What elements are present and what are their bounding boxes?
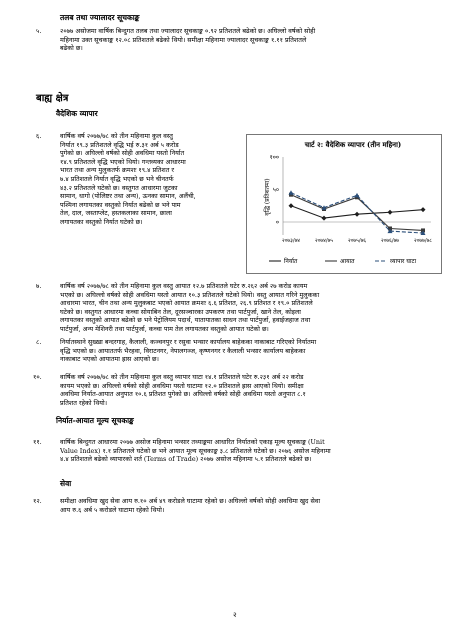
paragraph-line: २०७७ असोजमा वार्षिक बिन्दुगत तलब तथा ज्यालादर सूचकाङ्क ०.९२ प्रतिशतले बढेको छ। अघिल्लो वर्षको सोही (60, 27, 316, 35)
heading-wage-index: तलब तथा ज्यालादर सूचकाङ्क (60, 13, 140, 22)
y-tick-label: १०० (269, 154, 279, 161)
legend-label: व्यापार घाटा (390, 258, 417, 265)
paragraph-line: प्रतिशत रहेको थियो। (60, 398, 108, 407)
x-tick-label: २०७५/७६ (348, 238, 366, 244)
paragraph-line: ७.४ प्रतिशतले निर्यात वृद्धि भएको छ भने चीनतर्फ (60, 174, 174, 183)
paragraph-line: घटेको छ। वस्तुगत आधारमा कच्चा सोयाबिन तेल, दूरसञ्चारका उपकरण तथा पार्टपुर्जा, खाने तेल, कोइला (60, 307, 301, 316)
data-point (355, 193, 360, 198)
section-heading-external: बाह्य क्षेत्र (36, 93, 69, 104)
trade-chart-svg (247, 135, 441, 273)
legend-label: निर्यात (284, 258, 298, 265)
paragraph-line: निर्यात १९.३ प्रतिशतले वृद्धि भई रु.३१ अर्ब ५ करोड (60, 140, 179, 149)
item-number: ११. (33, 438, 42, 446)
item-number: १२. (33, 497, 42, 505)
paragraph-line: नाकाबाट भएको आयातमा ह्रास आएको छ। (60, 355, 159, 364)
page-number: २ (233, 611, 237, 619)
paragraph-line: वार्षिक बिन्दुगत आधारमा २०७७ असोज महिनामा भन्सार तथ्याङ्कमा आधारित निर्यातको एकाइ मूल्य सूचकाङ्क (Unit (60, 438, 325, 446)
paragraph-unit-value (60, 438, 440, 464)
paragraph-line: लगायतका वस्तुको आयात बढेको छ भने पेट्रोलियम पदार्थ, यातायातका साधन तथा पार्टपुर्जा, हवाईजहाज तथा (60, 316, 311, 325)
paragraph-line: बढेको छ। (60, 44, 83, 53)
data-point (289, 190, 294, 195)
paragraph-line: ४३.२ प्रतिशतले घटेको छ। वस्तुगत आधारमा जुटका (60, 183, 178, 192)
x-tick-label: २०७३/७४ (282, 238, 300, 244)
paragraph-line: भारत तथा अन्य मुलुकतर्फ क्रमशः १९.४ प्रतिशत र (60, 166, 175, 175)
x-tick-label: २०७४/७५ (315, 238, 333, 244)
item-number: ६. (36, 132, 42, 140)
paragraph-line: वार्षिक वर्ष २०७७/७८ को तीन महिनामा कुल वस्तु (60, 132, 173, 140)
data-point (388, 210, 393, 215)
paragraph-trade-deficit (60, 373, 440, 407)
paragraph-line: १४.९ प्रतिशतले वृद्धि भएको थियो। गन्तव्यका आधारमा (60, 157, 186, 166)
trade-chart (246, 134, 442, 274)
paragraph-line: ४.४ प्रतिशतले बढेको व्यापारको शर्त (Terms of Trade) २०७७ असोज महिनामा ५.१ प्रतिशतले बढेको छ। (60, 455, 312, 464)
subheading-price-index: निर्यात-आयात मूल्य सूचकाङ्क (56, 416, 134, 425)
paragraph-line: आय रु.६ अर्ब ५ करोडले घाटामा रहेको थियो। (60, 505, 165, 514)
subheading-service: सेवा (60, 479, 72, 488)
chart-title: चार्ट २: वैदेशिक व्यापार (तीन महिना) (304, 140, 402, 149)
paragraph-line: पश्मिना लगायतका वस्तुको निर्यात बढेको छ भने पाम (60, 200, 181, 209)
item-number: ८. (36, 338, 42, 346)
item-number: ७. (36, 282, 42, 290)
paragraph-line: वार्षिक वर्ष २०७७/७८ को तीन महिनामा कुल वस्तु व्यापार घाटा १४.१ प्रतिशतले घटेर रु.२३१ अर्ब २२ करोड (60, 373, 304, 381)
paragraph-line: वृद्धि भएको छ। आयाततर्फ भैरहवा, विराटनगर, नेपालगञ्ज, कृष्णनगर र कैलाली भन्सार कार्यालय बाहेकका (60, 346, 306, 355)
paragraph-line: लगायतका वस्तुको निर्यात घटेको छ। (60, 217, 143, 226)
paragraph-imports (60, 282, 440, 334)
paragraph-line: पार्टपुर्जा, अन्य मेशिनरी तथा पार्टपुर्जा, कच्चा पाम तेल लगायतका वस्तुको आयात घटेको छ। (60, 324, 269, 333)
x-tick-label: २०७६/७७ (381, 238, 399, 244)
data-point (355, 212, 360, 217)
paragraph-line: सामान, धागो (पोलिष्टर तथा अन्य), ऊनका सामान, अलैंची, (60, 192, 196, 201)
legend-label: आयात (340, 258, 355, 265)
paragraph-line: Value Index) १.१ प्रतिशतले घटेको छ भने आयात मूल्य सूचकाङ्क ३.८ प्रतिशतले घटेको छ। २०७६ असोज महिनामा (60, 446, 331, 455)
paragraph-line: महिनामा उक्त सूचकाङ्क १२.०८ प्रतिशतले बढेको थियो। समीक्षा महिनामा ज्यालादर सूचकाङ्क १.११ प्रतिशतले (60, 35, 307, 44)
data-point (421, 207, 426, 212)
paragraph-line: तेल, दाल, जस्ताप्लेट, हस्तकलाका सामान, छाला (60, 209, 172, 218)
paragraph-line: वार्षिक वर्ष २०७७/७८ को तीन महिनामा कुल वस्तु आयात १२.७ प्रतिशतले घटेर रु.२६२ अर्ब २७ करोड कायम (60, 282, 308, 290)
paragraph-line: निर्यातस्थाने सुख्खा बन्दरगाह, कैलाली, कञ्चनपुर र रसुवा भन्सार कार्यालय बाहेकका नाकाबाट गरिएको निर्यातमा (60, 338, 317, 346)
paragraph-wage (60, 27, 440, 53)
y-tick-label: ० (275, 219, 279, 226)
paragraph-line: कायम भएको छ। अघिल्लो वर्षको सोही अवधिमा यस्तो घाटामा १२.० प्रतिशतले ह्रास आएको थियो। समीक्षा (60, 381, 304, 390)
item-number: १०. (33, 373, 42, 381)
item-number: ५. (36, 27, 42, 35)
paragraph-line: भएको छ। अघिल्लो वर्षको सोही अवधिमा यस्तो आयात १०.३ प्रतिशतले घटेको थियो। वस्तु आयात गरिने मुलुकका (60, 290, 320, 299)
subheading-foreign-trade: वैदेशिक व्यापार (56, 109, 98, 118)
paragraph-exports (60, 132, 242, 227)
x-tick-label: २०७७/७८ (414, 238, 432, 244)
paragraph-line: पुगेको छ। अघिल्लो वर्षको सोही अवधिमा यस्तो निर्यात (60, 149, 185, 158)
data-point (322, 216, 327, 221)
paragraph-line: अवधिमा निर्यात-आयात अनुपात १०.६ प्रतिशत पुगेको छ। अघिल्लो वर्षको सोही अवधिमा यस्तो अनुपात ८.१ (60, 390, 306, 399)
paragraph-line: समीक्षा अवधिमा खुद सेवा आय रु.१० अर्ब ४९ करोडले घाटामा रहेको छ। अघिल्लो वर्षको सोही अवधिमा खुद सेवा (60, 497, 320, 505)
paragraph-line: आधारमा भारत, चीन तथा अन्य मुलुकबाट भएको आयात क्रमशः ६.६ प्रतिशत, २६.९ प्रतिशत र १९.० प्रतिशतले (60, 299, 313, 308)
y-axis-label: वृद्धि (प्रतिशतमा) (264, 178, 271, 216)
paragraph-customs (60, 338, 440, 364)
paragraph-service (60, 497, 440, 514)
data-point (289, 203, 294, 208)
y-tick-label: ५० (272, 186, 279, 194)
